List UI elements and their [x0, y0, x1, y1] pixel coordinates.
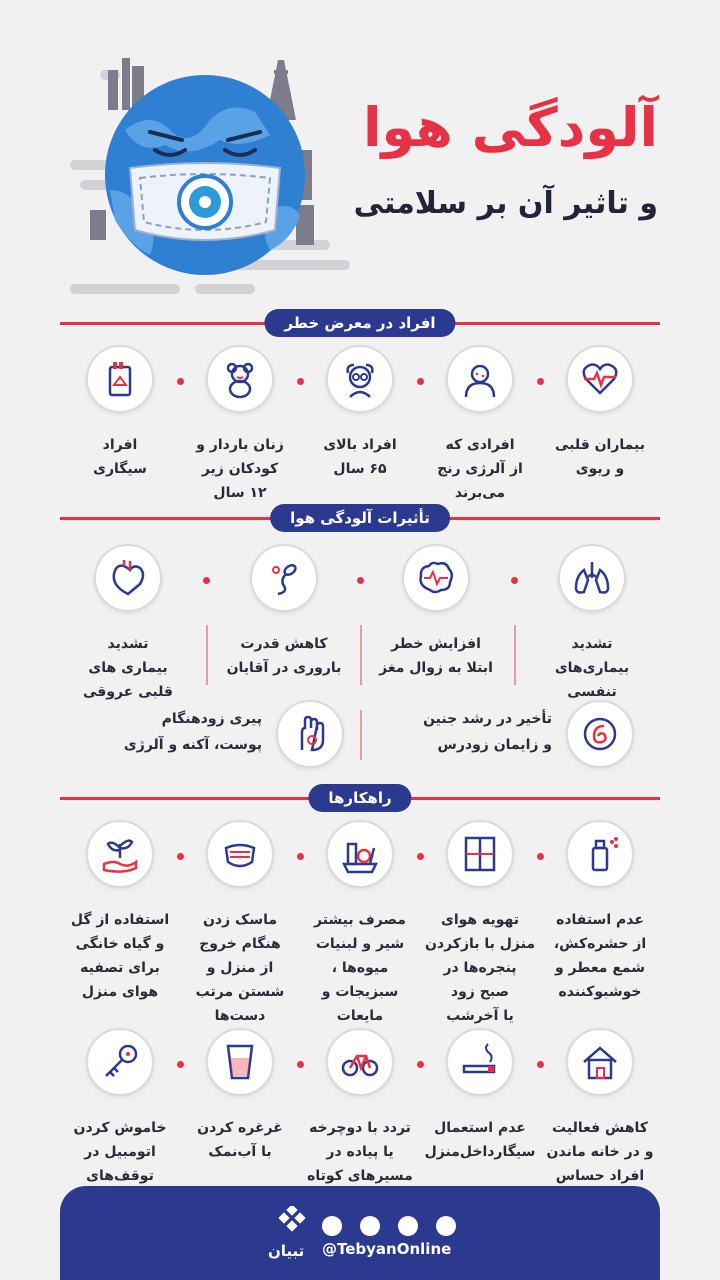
window-icon	[446, 820, 514, 888]
column-divider	[514, 625, 516, 685]
item-label: غرغره کردن با آب‌نمک	[197, 1120, 283, 1160]
elderly-icon	[326, 345, 394, 413]
bicycle-icon	[326, 1028, 394, 1096]
teddy-bear-icon	[206, 345, 274, 413]
skin-hand-icon	[276, 700, 344, 768]
list-item	[300, 820, 420, 1028]
item-label: کاهش فعالیت و در خانه ماندن افراد حساس	[546, 1120, 654, 1184]
list-item	[532, 544, 652, 704]
water-glass-icon	[206, 1028, 274, 1096]
column-divider	[360, 710, 362, 760]
section-title-risk: افراد در معرض خطر	[264, 309, 455, 337]
list-item	[420, 820, 540, 1028]
house-icon	[566, 1028, 634, 1096]
item-label: تشدید بیماری‌های تنفسی	[554, 636, 630, 700]
list-item	[60, 820, 180, 1004]
list-item	[540, 1028, 660, 1188]
heart-pulse-icon	[566, 345, 634, 413]
list-item	[180, 1028, 300, 1164]
heart-organ-icon	[94, 544, 162, 612]
item-label: افراد بالای ۶۵ سال	[323, 437, 397, 477]
brand-name: تبیان	[268, 1242, 305, 1260]
instagram-icon[interactable]	[360, 1216, 380, 1236]
fetus-icon	[566, 700, 634, 768]
brain-icon	[402, 544, 470, 612]
item-label: پیری زودهنگام پوست، آکنه و آلرژی	[123, 711, 262, 753]
list-item	[300, 345, 420, 481]
item-label: افرادی که از آلرژی رنج می‌برند	[437, 437, 523, 501]
face-mask-icon	[206, 820, 274, 888]
list-item	[180, 820, 300, 1028]
item-label: افزایش خطر ابتلا به زوال مغز	[379, 636, 493, 676]
list-item	[300, 1028, 420, 1188]
column-divider	[360, 625, 362, 685]
item-label: بیماران قلبی و ریوی	[554, 437, 646, 477]
telegram-icon[interactable]	[322, 1216, 342, 1236]
page-subtitle: و تاثیر آن بر سلامتی	[353, 186, 658, 221]
bullet-dot	[357, 577, 364, 584]
item-label: تشدید بیماری های قلبی عروقی	[83, 636, 173, 700]
item-label: کاهش قدرت باروری در آقایان	[226, 636, 342, 676]
list-item	[540, 820, 660, 1004]
allergy-person-icon	[446, 345, 514, 413]
bullet-dot	[203, 577, 210, 584]
tebyan-logo-icon	[275, 1206, 309, 1240]
list-item	[376, 544, 496, 680]
car-key-icon	[86, 1028, 154, 1096]
item-label: تهویه هوای منزل با بازکردن پنجره‌ها در صبح زود یا آخرشب	[424, 912, 536, 1024]
item-label: ماسک زدن هنگام خروج از منزل و شستن مرتب دست‌ها	[195, 912, 285, 1024]
sperm-icon	[250, 544, 318, 612]
item-label: تأخیر در رشد جنین و زایمان زودرس	[423, 711, 552, 753]
item-label: تردد با دوچرخه یا پیاده در مسیرهای کوتاه	[307, 1120, 413, 1184]
footer-bar	[60, 1186, 660, 1280]
item-label: عدم استعمال سیگارداخل‌منزل	[424, 1120, 536, 1160]
list-item	[180, 345, 300, 505]
item-label: استفاده از گل و گیاه خانگی برای تصفیه هوای منزل	[70, 912, 170, 1000]
list-item	[60, 1028, 180, 1212]
section-title-solutions: راهکارها	[308, 784, 411, 812]
list-item	[60, 345, 180, 481]
plant-hand-icon	[86, 820, 154, 888]
sad-globe-illustration	[70, 40, 320, 300]
list-item	[224, 544, 344, 680]
groceries-icon	[326, 820, 394, 888]
cigarette-pack-icon	[86, 345, 154, 413]
item-label: افراد سیگاری	[93, 437, 147, 477]
page-title: آلودگی هوا	[363, 96, 658, 159]
social-handle[interactable]: @TebyanOnline	[322, 1240, 452, 1258]
item-label: خاموش کردن اتومبیل در توقف‌های	[73, 1120, 167, 1184]
item-label: مصرف بیشتر شیر و لبنیات میوه‌ها ، سبزیجات و مایعات	[314, 912, 406, 1024]
lungs-icon	[558, 544, 626, 612]
section-title-effects: تأثیرات آلودگی هوا	[270, 504, 450, 532]
list-item	[540, 345, 660, 481]
spray-icon	[566, 820, 634, 888]
item-label: عدم استفاده از حشره‌کش، شمع معطر و خوشبوکننده	[553, 912, 647, 1000]
bullet-dot	[511, 577, 518, 584]
list-item	[420, 1028, 540, 1164]
no-smoking-icon	[446, 1028, 514, 1096]
item-label: زنان باردار و کودکان زیر ۱۲ سال	[196, 437, 284, 501]
list-item	[420, 345, 540, 505]
list-item	[90, 700, 344, 770]
twitter-icon[interactable]	[398, 1216, 418, 1236]
list-item	[380, 700, 634, 770]
verified-icon[interactable]	[436, 1216, 456, 1236]
list-item	[68, 544, 188, 704]
column-divider	[206, 625, 208, 685]
